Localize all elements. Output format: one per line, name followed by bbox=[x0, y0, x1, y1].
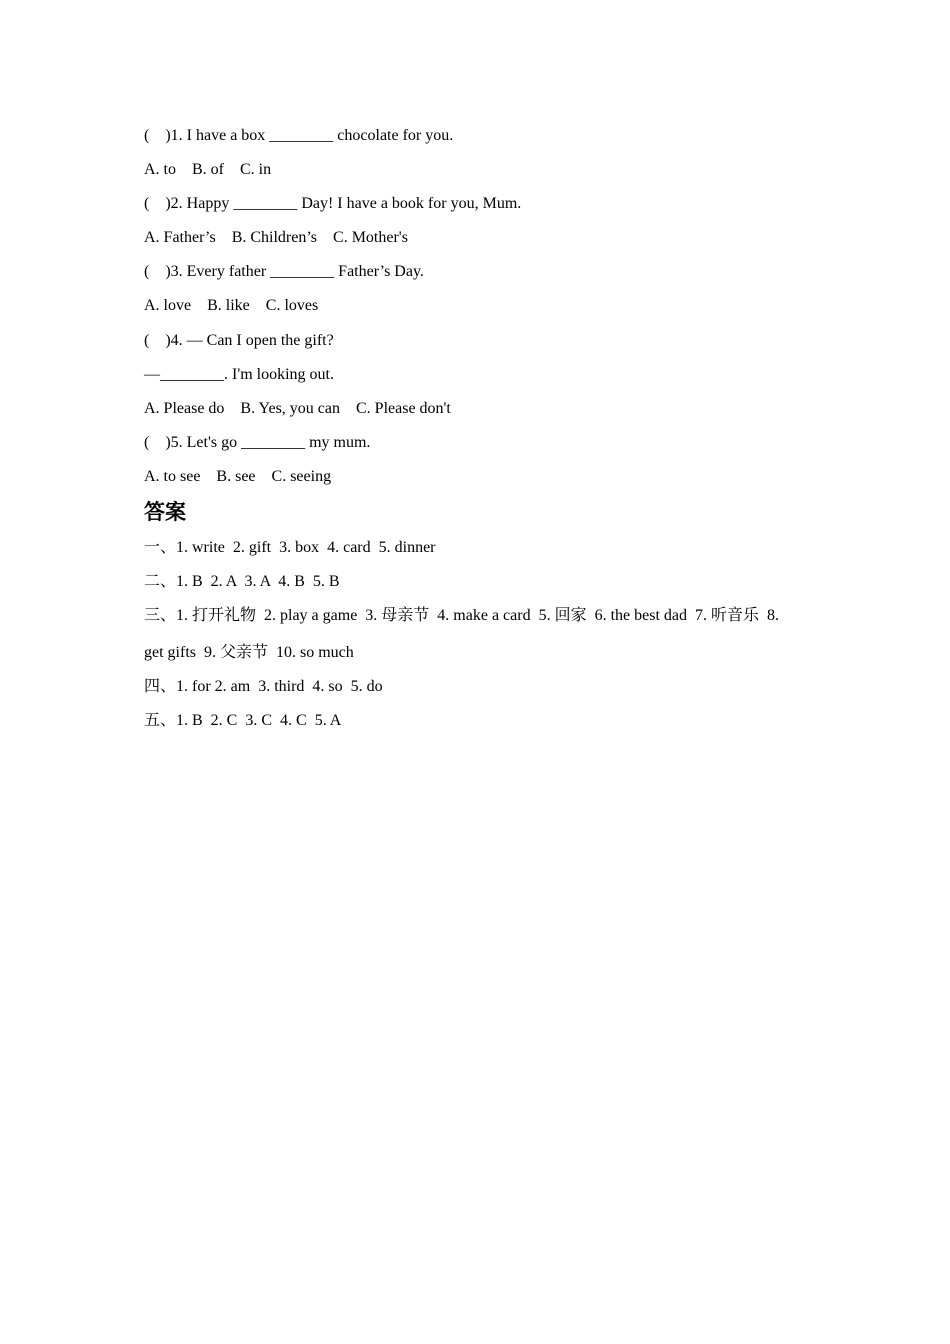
question-4-options: A. Please do B. Yes, you can C. Please don't bbox=[144, 400, 451, 417]
answer-line-3: 三、1. 打开礼物 2. play a game 3. 母亲节 4. make a card 5. 回家 6. the best dad 7. 听音乐 8. bbox=[144, 607, 780, 624]
question-4-stem: ( )4. — Can I open the gift? bbox=[144, 332, 334, 349]
question-1-options: A. to B. of C. in bbox=[144, 161, 272, 178]
question-2-stem: ( )2. Happy ________ Day! I have a book for you, Mum. bbox=[144, 195, 522, 212]
answers-heading: 答案 bbox=[144, 500, 186, 524]
question-1-stem: ( )1. I have a box ________ chocolate for you. bbox=[144, 127, 454, 144]
answer-line-3-continued: get gifts 9. 父亲节 10. so much bbox=[144, 644, 354, 661]
answer-line-1: 一、1. write 2. gift 3. box 4. card 5. dinner bbox=[144, 539, 436, 556]
question-3-stem: ( )3. Every father ________ Father’s Day. bbox=[144, 263, 424, 280]
question-5-options: A. to see B. see C. seeing bbox=[144, 468, 332, 485]
answer-line-2: 二、1. B 2. A 3. A 4. B 5. B bbox=[144, 573, 340, 590]
question-4-stem-reply: —________. I'm looking out. bbox=[144, 366, 334, 383]
answer-line-5: 五、1. B 2. C 3. C 4. C 5. A bbox=[144, 712, 342, 729]
question-2-options: A. Father’s B. Children’s C. Mother's bbox=[144, 229, 408, 246]
question-5-stem: ( )5. Let's go ________ my mum. bbox=[144, 434, 371, 451]
answer-line-4: 四、1. for 2. am 3. third 4. so 5. do bbox=[144, 678, 383, 695]
question-3-options: A. love B. like C. loves bbox=[144, 297, 319, 314]
